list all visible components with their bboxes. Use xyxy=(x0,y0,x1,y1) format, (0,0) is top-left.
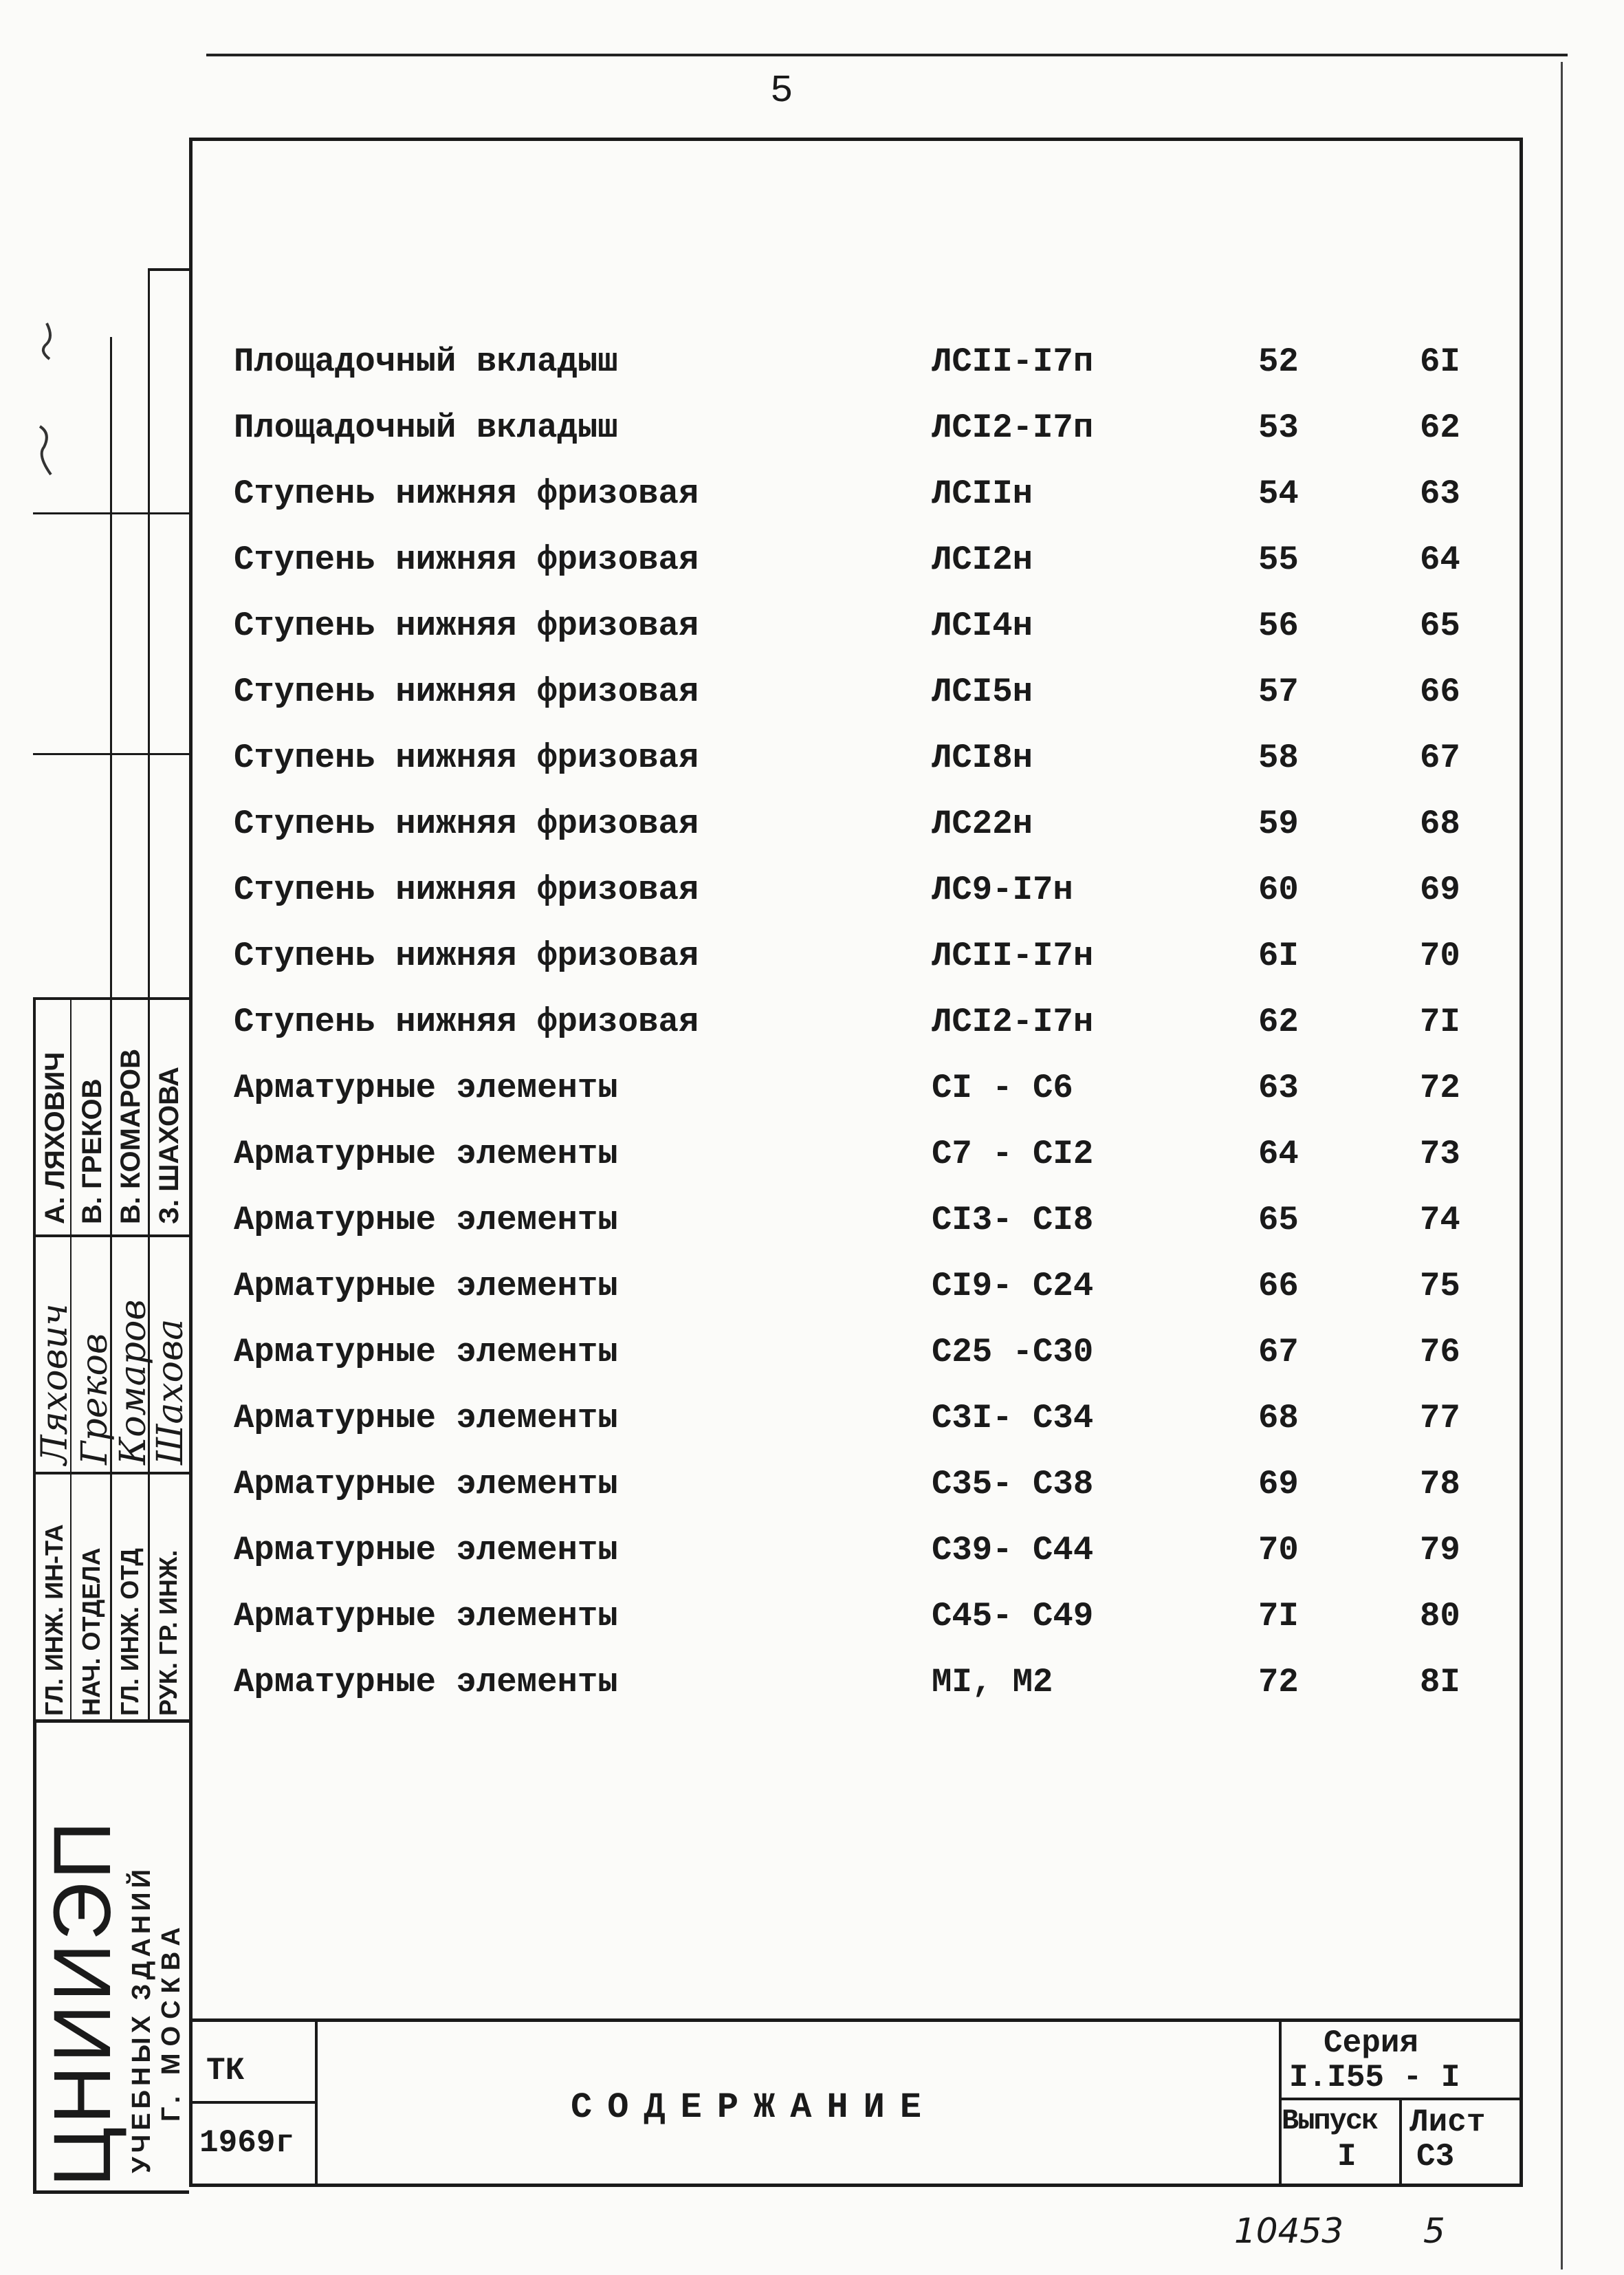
page-number-top: 5 xyxy=(770,69,793,113)
stamp-role-4: РУК. ГР. ИНЖ. xyxy=(154,1549,182,1716)
item-name: Ступень нижняя фризовая xyxy=(234,739,699,777)
contents-row xyxy=(234,1135,1513,1190)
item-sheet: 66 xyxy=(1420,673,1460,711)
top-border-line xyxy=(206,54,1568,56)
signature-2: Греков xyxy=(74,1333,116,1465)
item-sheet: 79 xyxy=(1420,1531,1460,1569)
stamp-name-1: А. ЛЯХОВИЧ xyxy=(40,1052,70,1224)
item-code: СI9- С24 xyxy=(932,1267,1094,1305)
org-name: ЦНИИЭП xyxy=(37,1818,128,2187)
contents-row xyxy=(234,1531,1513,1586)
item-code: ЛСI4н xyxy=(932,607,1033,645)
stray-scribble xyxy=(33,316,74,495)
signature-3: Комаров xyxy=(113,1299,154,1465)
tb-sheet-label: Лист xyxy=(1409,2104,1486,2140)
item-page: 52 xyxy=(1258,342,1299,381)
item-page: 65 xyxy=(1258,1201,1299,1239)
item-name: Ступень нижняя фризовая xyxy=(234,607,699,645)
item-sheet: 68 xyxy=(1420,805,1460,843)
contents-row xyxy=(234,409,1513,464)
item-code: ЛС9-I7н xyxy=(932,871,1073,909)
signature-1: Ляхович xyxy=(34,1303,76,1465)
tb-issue-label: Выпуск xyxy=(1282,2104,1378,2137)
item-code: С7 - СI2 xyxy=(932,1135,1094,1173)
tb-right-divider xyxy=(1279,2018,1282,2187)
contents-row xyxy=(234,607,1513,662)
item-page: 64 xyxy=(1258,1135,1299,1173)
item-page: 67 xyxy=(1258,1333,1299,1371)
item-code: С25 -С30 xyxy=(932,1333,1094,1371)
item-name: Арматурные элементы xyxy=(234,1597,618,1635)
item-sheet: 75 xyxy=(1420,1267,1460,1305)
item-page: 70 xyxy=(1258,1531,1299,1569)
item-page: 6I xyxy=(1258,937,1299,975)
item-code: С39- С44 xyxy=(932,1531,1094,1569)
item-page: 54 xyxy=(1258,475,1299,513)
contents-row xyxy=(234,805,1513,860)
item-sheet: 6I xyxy=(1420,342,1460,381)
tb-left-divider xyxy=(315,2018,318,2187)
tb-sheet-divider xyxy=(1399,2098,1402,2187)
item-page: 59 xyxy=(1258,805,1299,843)
item-code: ЛСI8н xyxy=(932,739,1033,777)
item-code: С3I- С34 xyxy=(932,1399,1094,1437)
item-sheet: 70 xyxy=(1420,937,1460,975)
item-code: С45- С49 xyxy=(932,1597,1094,1635)
stamp-role-1: ГЛ. ИНЖ. ИН-ТА xyxy=(40,1524,68,1716)
item-code: СI3- СI8 xyxy=(932,1201,1094,1239)
contents-row xyxy=(234,673,1513,728)
contents-row xyxy=(234,541,1513,596)
tb-issue-value: I xyxy=(1337,2139,1357,2175)
item-code: ЛСII-I7п xyxy=(932,342,1094,381)
tb-series-value: I.I55 - I xyxy=(1289,2060,1460,2096)
item-name: Арматурные элементы xyxy=(234,1465,618,1503)
item-name: Арматурные элементы xyxy=(234,1135,618,1173)
item-name: Ступень нижняя фризовая xyxy=(234,871,699,909)
item-sheet: 80 xyxy=(1420,1597,1460,1635)
item-name: Арматурные элементы xyxy=(234,1399,618,1437)
item-page: 57 xyxy=(1258,673,1299,711)
item-page: 62 xyxy=(1258,1003,1299,1041)
item-sheet: 77 xyxy=(1420,1399,1460,1437)
item-page: 7I xyxy=(1258,1597,1299,1635)
contents-row xyxy=(234,1201,1513,1256)
org-subtitle-1: УЧЕБНЫХ ЗДАНИЙ xyxy=(127,1865,156,2173)
tb-top-line xyxy=(189,2018,1523,2022)
item-code: СI - С6 xyxy=(932,1069,1073,1107)
handwritten-page: 5 xyxy=(1423,2211,1445,2251)
contents-row xyxy=(234,1399,1513,1454)
right-border-line xyxy=(1561,62,1563,2269)
contents-row xyxy=(234,1267,1513,1322)
contents-row xyxy=(234,1663,1513,1718)
item-name: Арматурные элементы xyxy=(234,1069,618,1107)
stamp-name-4: З. ШАХОВА xyxy=(154,1067,184,1224)
archive-number: 10453 xyxy=(1234,2211,1344,2251)
item-page: 66 xyxy=(1258,1267,1299,1305)
item-name: Ступень нижняя фризовая xyxy=(234,937,699,975)
contents-row xyxy=(234,1333,1513,1388)
tb-tk: ТК xyxy=(206,2053,245,2089)
tb-title: СОДЕРЖАНИЕ xyxy=(571,2087,937,2128)
item-code: ЛС22н xyxy=(932,805,1033,843)
contents-row xyxy=(234,1597,1513,1652)
tb-year: 1969г xyxy=(199,2125,295,2161)
item-name: Площадочный вкладыш xyxy=(234,342,618,381)
item-name: Ступень нижняя фризовая xyxy=(234,805,699,843)
item-sheet: 74 xyxy=(1420,1201,1460,1239)
item-page: 68 xyxy=(1258,1399,1299,1437)
tb-series-label: Серия xyxy=(1324,2025,1419,2061)
item-page: 72 xyxy=(1258,1663,1299,1701)
item-sheet: 8I xyxy=(1420,1663,1460,1701)
tb-tk-divider xyxy=(189,2101,316,2104)
item-page: 63 xyxy=(1258,1069,1299,1107)
item-sheet: 72 xyxy=(1420,1069,1460,1107)
item-sheet: 67 xyxy=(1420,739,1460,777)
contents-row xyxy=(234,871,1513,926)
item-sheet: 69 xyxy=(1420,871,1460,909)
item-code: МI, М2 xyxy=(932,1663,1053,1701)
contents-row xyxy=(234,475,1513,530)
contents-row xyxy=(234,1003,1513,1058)
item-sheet: 64 xyxy=(1420,541,1460,579)
item-page: 60 xyxy=(1258,871,1299,909)
item-name: Ступень нижняя фризовая xyxy=(234,475,699,513)
item-name: Арматурные элементы xyxy=(234,1663,618,1701)
item-sheet: 65 xyxy=(1420,607,1460,645)
item-sheet: 62 xyxy=(1420,409,1460,447)
item-page: 58 xyxy=(1258,739,1299,777)
item-name: Арматурные элементы xyxy=(234,1267,618,1305)
signature-4: Шахова xyxy=(150,1318,191,1465)
item-name: Арматурные элементы xyxy=(234,1531,618,1569)
item-name: Площадочный вкладыш xyxy=(234,409,618,447)
contents-row xyxy=(234,1465,1513,1520)
tb-sheet-value: С3 xyxy=(1416,2139,1455,2175)
item-code: ЛСI5н xyxy=(932,673,1033,711)
item-page: 56 xyxy=(1258,607,1299,645)
item-name: Ступень нижняя фризовая xyxy=(234,673,699,711)
stamp-bottom-line xyxy=(33,2190,189,2194)
stamp-name-2: В. ГРЕКОВ xyxy=(77,1078,107,1224)
item-code: ЛСII-I7н xyxy=(932,937,1094,975)
item-code: ЛСI2н xyxy=(932,541,1033,579)
item-sheet: 73 xyxy=(1420,1135,1460,1173)
item-code: ЛСIIн xyxy=(932,475,1033,513)
stamp-role-3: ГЛ. ИНЖ. ОТД xyxy=(116,1548,144,1716)
item-name: Ступень нижняя фризовая xyxy=(234,541,699,579)
item-sheet: 76 xyxy=(1420,1333,1460,1371)
item-name: Арматурные элементы xyxy=(234,1333,618,1371)
item-sheet: 63 xyxy=(1420,475,1460,513)
item-page: 53 xyxy=(1258,409,1299,447)
contents-row xyxy=(234,739,1513,794)
item-code: С35- С38 xyxy=(932,1465,1094,1503)
item-page: 69 xyxy=(1258,1465,1299,1503)
item-code: ЛСI2-I7н xyxy=(932,1003,1094,1041)
contents-row xyxy=(234,937,1513,992)
contents-row xyxy=(234,342,1513,398)
upper-tick xyxy=(148,268,189,271)
stamp-name-3: В. КОМАРОВ xyxy=(116,1049,146,1224)
item-page: 55 xyxy=(1258,541,1299,579)
item-name: Ступень нижняя фризовая xyxy=(234,1003,699,1041)
item-code: ЛСI2-I7п xyxy=(932,409,1094,447)
item-sheet: 7I xyxy=(1420,1003,1460,1041)
stamp-role-2: НАЧ. ОТДЕЛА xyxy=(77,1547,105,1716)
org-subtitle-2: Г. МОСКВА xyxy=(157,1920,186,2122)
item-sheet: 78 xyxy=(1420,1465,1460,1503)
item-name: Арматурные элементы xyxy=(234,1201,618,1239)
contents-row xyxy=(234,1069,1513,1124)
